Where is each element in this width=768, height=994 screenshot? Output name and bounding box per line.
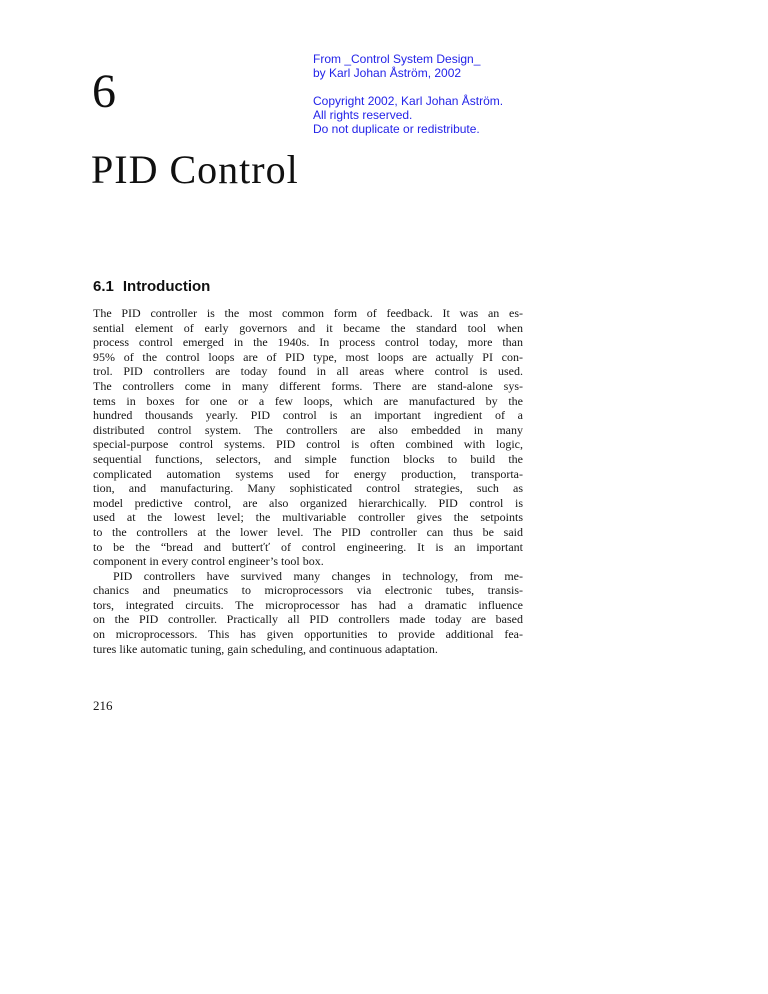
body-line: sequential functions, selectors, and simple function blocks to build the [93, 451, 523, 466]
provenance-copyright-lines [313, 94, 503, 136]
provenance-line: by Karl Johan Åström, 2002 [313, 66, 462, 80]
body-line: tures like automatic tuning, gain scheduling, and continuous adaptation. [93, 641, 438, 656]
body-line: on the PID controller. Practically all PID controllers made today are based [93, 612, 523, 627]
body-line: The controllers come in many different forms. There are stand-alone sys- [93, 378, 523, 393]
section-title: Introduction [122, 278, 211, 295]
provenance-line: All rights reserved. [313, 108, 413, 122]
provenance-line: Copyright 2002, Karl Johan Åström. [313, 94, 504, 108]
provenance-source-lines [313, 52, 503, 80]
section-heading [93, 279, 210, 294]
body-line: tion, and manufacturing. Many sophisticated control strategies, such as [93, 481, 523, 496]
body-line: chanics and pneumatics to microprocessors via electronic tubes, transis- [93, 583, 523, 598]
body-line: PID controllers have survived many changes in technology, from me- [113, 568, 523, 583]
body-line: tors, integrated circuits. The microprocessor has had a dramatic influence [93, 597, 523, 612]
body-text [93, 306, 523, 656]
body-line: sential element of early governors and it became the standard tool when [93, 320, 523, 335]
chapter-number: 6 [92, 65, 116, 118]
body-line: hundred thousands yearly. PID control is an important ingredient of a [93, 408, 523, 423]
body-line: distributed control system. The controllers are also embedded in many [93, 422, 523, 437]
body-line: tems in boxes for one or a few loops, which are manufactured by the [93, 393, 523, 408]
section-number: 6.1 [93, 278, 114, 295]
body-line: on microprocessors. This has given opportunities to provide additional fea- [93, 627, 523, 642]
provenance-line: From _Control System Design_ [313, 52, 481, 66]
chapter-title: PID Control [91, 147, 299, 192]
body-line: special-purpose control systems. PID control is often combined with logic, [93, 437, 523, 452]
body-line: complicated automation systems used for energy production, transporta- [93, 466, 523, 481]
body-line: to the controllers at the lower level. The PID controller can thus be said [93, 524, 523, 539]
paragraph-1 [93, 306, 523, 569]
body-line: model predictive control, are also organized hierarchically. PID control is [93, 495, 523, 510]
paragraph-2 [93, 569, 523, 657]
body-line: to be the “bread and butterťť of control engineering. It is an important [93, 539, 523, 554]
page-number: 216 [93, 698, 113, 713]
body-line: process control emerged in the 1940s. In process control today, more than [93, 335, 523, 350]
body-line: component in every control engineer’s tool box. [93, 554, 324, 569]
body-line: 95% of the control loops are of PID type, most loops are actually PI con- [93, 349, 523, 364]
provenance-note [313, 52, 503, 136]
body-line: The PID controller is the most common form of feedback. It was an es- [93, 306, 523, 320]
provenance-line: Do not duplicate or redistribute. [313, 122, 480, 136]
body-line: used at the lowest level; the multivariable controller gives the setpoints [93, 510, 523, 525]
body-line: trol. PID controllers are today found in all areas where control is used. [93, 364, 523, 379]
